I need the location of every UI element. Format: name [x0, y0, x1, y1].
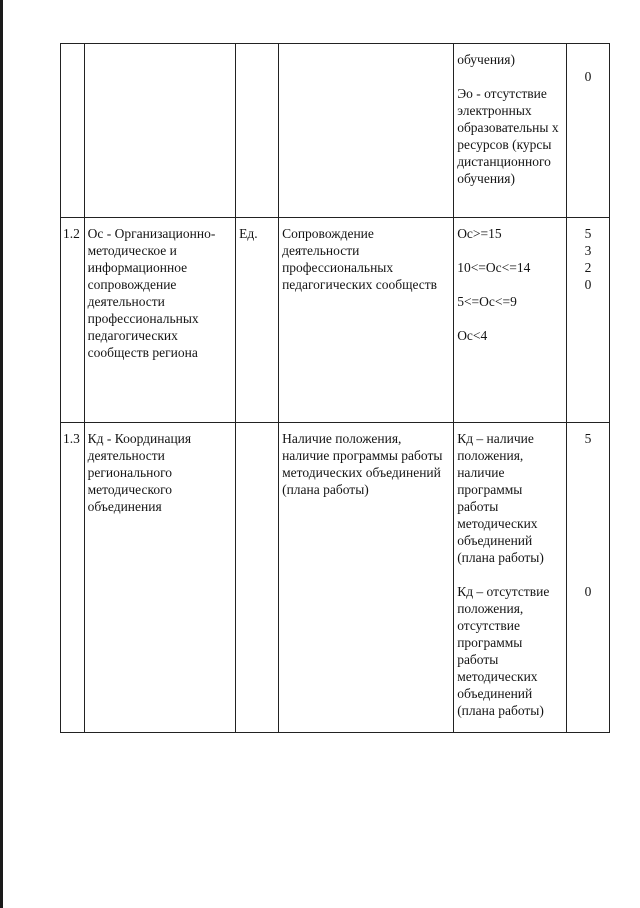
indicator-cell: Ос - Организационно-методическое и информационное сопровождение деятельности профессиональных педагогических сообществ региона: [84, 218, 235, 423]
row-number: 1.3: [61, 423, 85, 733]
score-value: 2: [584, 260, 592, 275]
score-value: 0: [584, 584, 592, 599]
score-cell: [566, 218, 609, 423]
unit-cell: Ед.: [236, 218, 279, 423]
score-cell: [566, 44, 609, 218]
score-value: 5: [584, 431, 592, 446]
description-cell: Наличие положения, наличие программы работы методических объединений (плана работы): [279, 423, 454, 733]
criterion-text: 10<=Ос<=14: [457, 260, 531, 275]
criterion-text: обучения): [457, 52, 515, 67]
unit-cell: [236, 44, 279, 218]
score-value: 3: [584, 243, 592, 258]
criterion-text: Кд – отсутствие положения, отсутствие программы работы методических объединений (плана работы): [457, 584, 550, 718]
criteria-cell: [454, 218, 567, 423]
criterion-text: Кд – наличие положения, наличие программы работы методических объединений (плана работы): [457, 431, 544, 565]
criterion-text: 5<=Ос<=9: [457, 294, 517, 309]
table-row: [61, 218, 610, 423]
criteria-cell: [454, 423, 567, 733]
criterion-text: Эо - отсутствие электронных образовательны х ресурсов (курсы дистанционного обучения): [457, 86, 559, 186]
score-value: 5: [584, 226, 592, 241]
indicator-cell: [84, 44, 235, 218]
table-row: [61, 423, 610, 733]
description-cell: Сопровождение деятельности профессиональных педагогических сообществ: [279, 218, 454, 423]
criterion-text: Ос>=15: [457, 226, 502, 241]
criteria-table: [60, 43, 610, 733]
table-row: [61, 44, 610, 218]
unit-cell: [236, 423, 279, 733]
score-cell: [566, 423, 609, 733]
description-cell: [279, 44, 454, 218]
row-number: [61, 44, 85, 218]
scan-left-edge: [0, 0, 3, 908]
criteria-cell: [454, 44, 567, 218]
score-value: 0: [584, 277, 592, 292]
score-value: [570, 51, 606, 68]
criterion-text: Ос<4: [457, 328, 488, 343]
indicator-cell: Кд - Координация деятельности регионального методического объединения: [84, 423, 235, 733]
score-value: 0: [584, 69, 592, 84]
row-number: 1.2: [61, 218, 85, 423]
